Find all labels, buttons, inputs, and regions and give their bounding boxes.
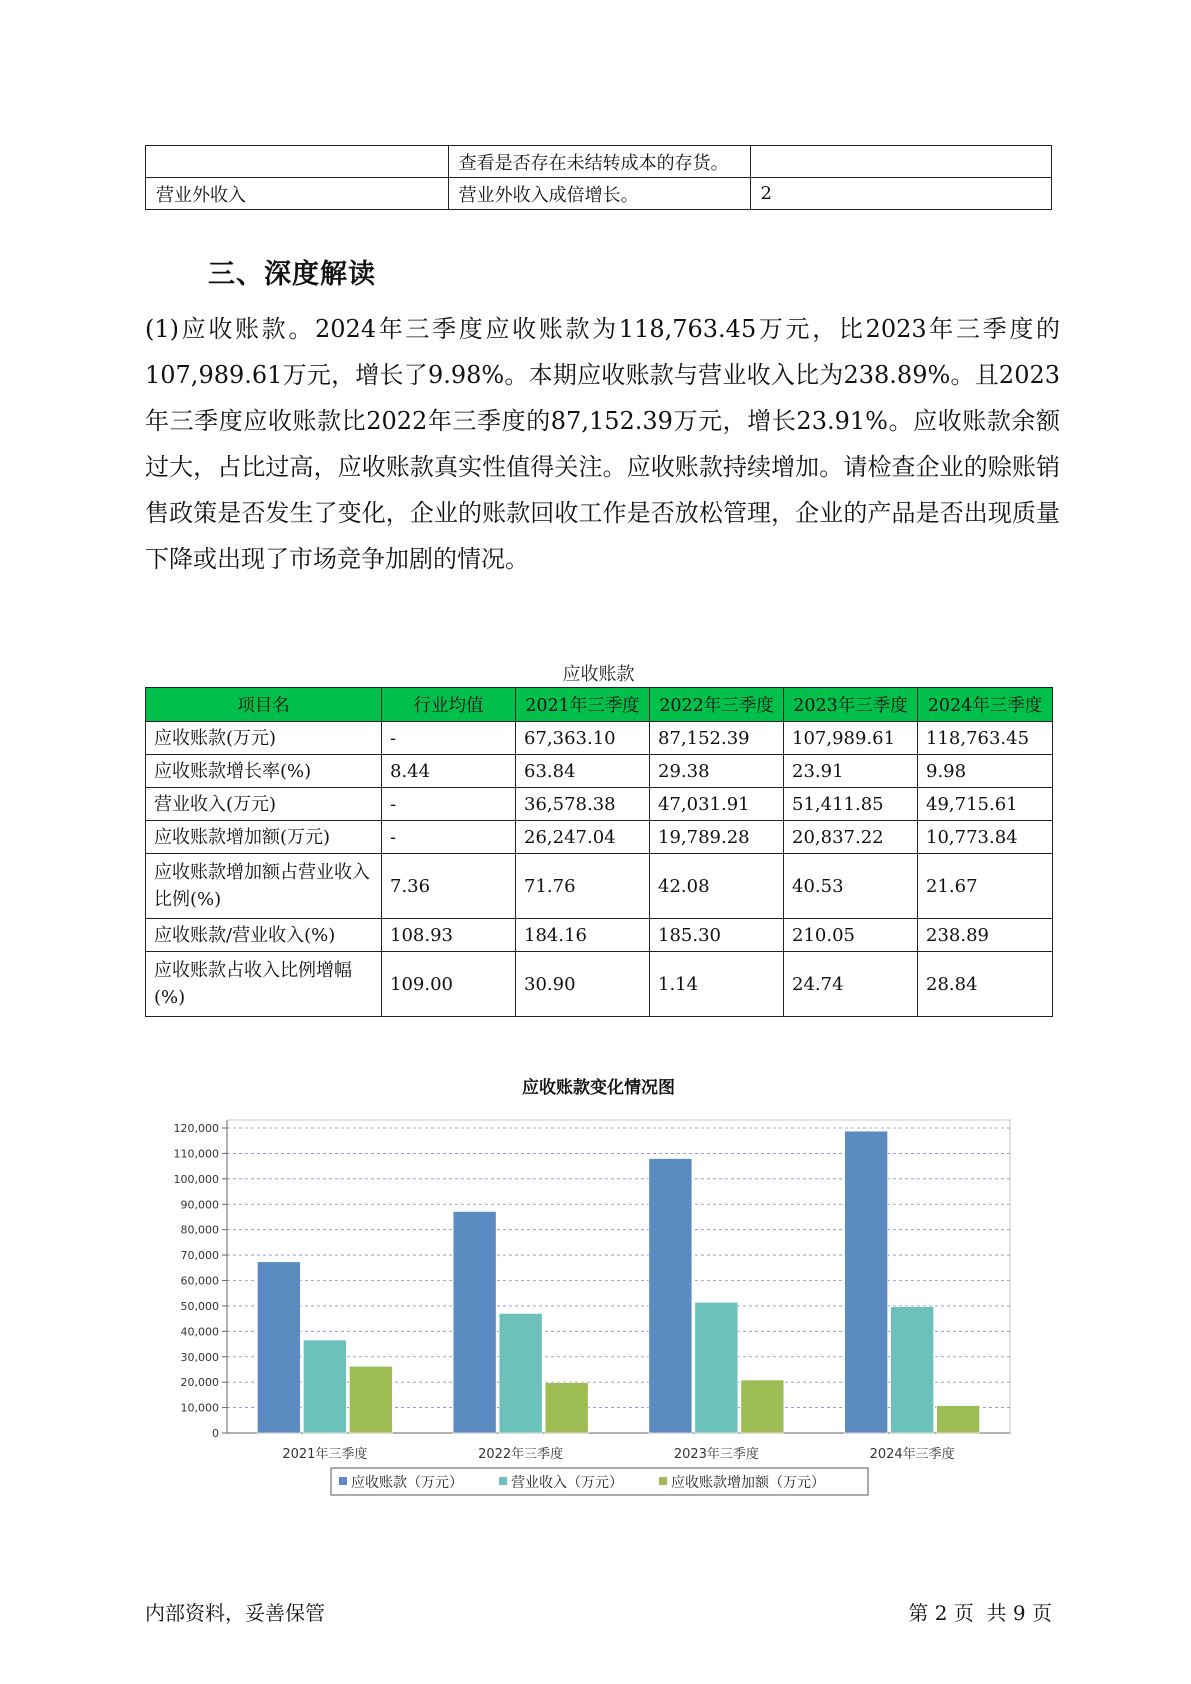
table-row xyxy=(146,788,1053,821)
bar-1-1 xyxy=(257,1262,300,1433)
legend-swatch xyxy=(339,1477,347,1485)
x-tick-label: 2024年三季度 xyxy=(869,1447,955,1462)
header-item-name: 项目名 xyxy=(146,688,382,722)
y-tick-label: 110,000 xyxy=(173,1147,219,1161)
legend-label: 应收账款增加额（万元） xyxy=(671,1475,825,1491)
y-tick-label: 70,000 xyxy=(180,1249,219,1263)
chart-title: 应收账款变化情况图 xyxy=(522,1078,675,1098)
table-row xyxy=(146,146,1052,178)
table-cell: - xyxy=(382,821,516,854)
row-label: 应收账款(万元) xyxy=(146,722,382,755)
table-cell: - xyxy=(382,788,516,821)
row-label: 应收账款增长率(%) xyxy=(146,755,382,788)
risk-item-cell xyxy=(146,146,449,178)
table-cell: 19,789.28 xyxy=(650,821,784,854)
table-cell: 238.89 xyxy=(918,919,1053,952)
table-cell: 109.00 xyxy=(382,952,516,1017)
footer-confidential-note: 内部资料，妥善保管 xyxy=(145,1601,325,1625)
y-tick-label: 90,000 xyxy=(180,1198,219,1212)
table-cell: 26,247.04 xyxy=(516,821,650,854)
y-tick-label: 60,000 xyxy=(180,1274,219,1288)
table-caption: 应收账款 xyxy=(562,664,635,685)
row-label: 应收账款占收入比例增幅(%) xyxy=(146,952,382,1017)
table-cell: - xyxy=(382,722,516,755)
header-industry-avg: 行业均值 xyxy=(382,688,516,722)
row-label: 应收账款增加额占营业收入比例(%) xyxy=(146,854,382,919)
table-row xyxy=(146,854,1053,919)
bar-2-4 xyxy=(891,1307,934,1433)
table-cell: 28.84 xyxy=(918,952,1053,1017)
table-cell: 9.98 xyxy=(918,755,1053,788)
risk-score-cell xyxy=(750,146,1051,178)
table-cell: 36,578.38 xyxy=(516,788,650,821)
bar-3-4 xyxy=(937,1406,980,1433)
table-row xyxy=(146,952,1053,1017)
table-cell: 71.76 xyxy=(516,854,650,919)
table-cell: 67,363.10 xyxy=(516,722,650,755)
x-tick-label: 2023年三季度 xyxy=(673,1447,759,1462)
legend-swatch xyxy=(499,1477,507,1485)
risk-desc-cell: 查看是否存在未结转成本的存货。 xyxy=(448,146,750,178)
y-tick-label: 120,000 xyxy=(173,1122,219,1135)
table-cell: 47,031.91 xyxy=(650,788,784,821)
x-tick-label: 2021年三季度 xyxy=(282,1447,368,1462)
table-row xyxy=(146,755,1053,788)
y-tick-label: 100,000 xyxy=(173,1172,219,1186)
row-label: 应收账款增加额(万元) xyxy=(146,821,382,854)
table-cell: 63.84 xyxy=(516,755,650,788)
y-tick-label: 20,000 xyxy=(180,1376,219,1390)
table-cell: 184.16 xyxy=(516,919,650,952)
legend-swatch xyxy=(659,1477,667,1485)
table-cell: 24.74 xyxy=(784,952,918,1017)
table-cell: 8.44 xyxy=(382,755,516,788)
table-cell: 29.38 xyxy=(650,755,784,788)
table-cell: 210.05 xyxy=(784,919,918,952)
table-cell: 30.90 xyxy=(516,952,650,1017)
footer-page-number: 第 2 页 共 9 页 xyxy=(908,1601,1052,1625)
table-cell: 1.14 xyxy=(650,952,784,1017)
bar-1-4 xyxy=(845,1131,888,1433)
analysis-paragraph: (1)应收账款。2024年三季度应收账款为118,763.45万元，比2023年三季度的107,989.61万元，增长了9.98%。本期应收账款与营业收入比为238.89%。且2023年三季度应收账款比2022年三季度的87,152.39万元，增长23.91%。应收账款余额过大，占比过高，应收账款真实性值得关注。应收账款持续增加。请检查企业的赊账销售政策是否发生了变化，企业的账款回收工作是否放松管理，企业的产品是否出现质量下降或出现了市场竞争加剧的情况。 xyxy=(145,315,1060,573)
y-tick-label: 80,000 xyxy=(180,1223,219,1237)
bar-1-3 xyxy=(649,1159,692,1433)
y-tick-label: 10,000 xyxy=(180,1401,219,1415)
bar-1-2 xyxy=(453,1211,496,1433)
table-row xyxy=(146,919,1053,952)
receivables-bar-chart xyxy=(145,1100,1045,1530)
table-row xyxy=(146,821,1053,854)
y-tick-label: 40,000 xyxy=(180,1325,219,1339)
risk-desc-cell: 营业外收入成倍增长。 xyxy=(448,178,750,210)
bar-2-2 xyxy=(499,1313,542,1433)
row-label: 应收账款/营业收入(%) xyxy=(146,919,382,952)
risk-score-cell: 2 xyxy=(750,178,1051,210)
table-row xyxy=(146,178,1052,210)
table-cell: 20,837.22 xyxy=(784,821,918,854)
legend-label: 应收账款（万元） xyxy=(351,1475,463,1491)
section-title: 三、深度解读 xyxy=(208,259,376,290)
bar-3-2 xyxy=(545,1383,588,1433)
table-cell: 23.91 xyxy=(784,755,918,788)
table-header-row xyxy=(146,688,1053,722)
table-cell: 10,773.84 xyxy=(918,821,1053,854)
table-cell: 87,152.39 xyxy=(650,722,784,755)
bar-3-1 xyxy=(349,1366,392,1433)
table-cell: 118,763.45 xyxy=(918,722,1053,755)
table-cell: 108.93 xyxy=(382,919,516,952)
bar-2-3 xyxy=(695,1302,738,1433)
receivables-table xyxy=(145,687,1053,1017)
risk-item-cell: 营业外收入 xyxy=(146,178,449,210)
risk-table xyxy=(145,145,1052,210)
table-cell: 21.67 xyxy=(918,854,1053,919)
table-cell: 107,989.61 xyxy=(784,722,918,755)
table-cell: 40.53 xyxy=(784,854,918,919)
table-cell: 7.36 xyxy=(382,854,516,919)
x-tick-label: 2022年三季度 xyxy=(478,1447,564,1462)
row-label: 营业收入(万元) xyxy=(146,788,382,821)
y-tick-label: 50,000 xyxy=(180,1299,219,1313)
header-2023q3: 2023年三季度 xyxy=(784,688,918,722)
table-row xyxy=(146,722,1053,755)
header-2021q3: 2021年三季度 xyxy=(516,688,650,722)
table-cell: 49,715.61 xyxy=(918,788,1053,821)
bar-3-3 xyxy=(741,1380,784,1433)
header-2022q3: 2022年三季度 xyxy=(650,688,784,722)
bar-2-1 xyxy=(303,1340,346,1433)
y-tick-label: 0 xyxy=(212,1427,219,1440)
y-tick-label: 30,000 xyxy=(180,1350,219,1364)
legend-label: 营业收入（万元） xyxy=(511,1475,623,1491)
table-cell: 185.30 xyxy=(650,919,784,952)
table-cell: 42.08 xyxy=(650,854,784,919)
header-2024q3: 2024年三季度 xyxy=(918,688,1053,722)
table-cell: 51,411.85 xyxy=(784,788,918,821)
